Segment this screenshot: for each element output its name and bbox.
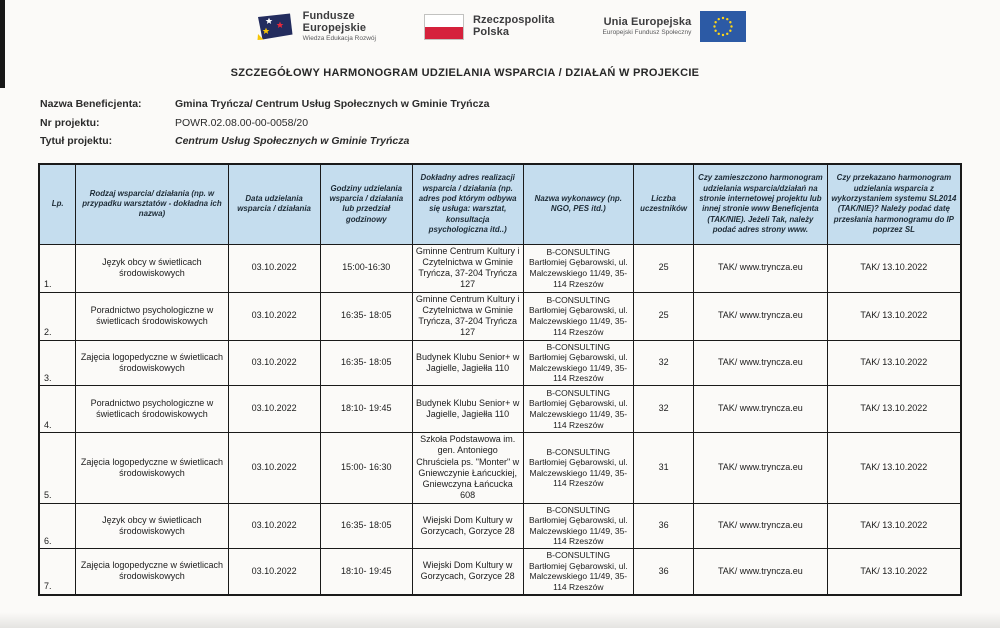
eu-text [602, 17, 691, 37]
table-cell: Zajęcia logopedyczne w świetlicach środowiskowych [76, 433, 228, 504]
table-cell: 03.10.2022 [228, 503, 320, 549]
table-cell: 16:35- 18:05 [320, 340, 412, 386]
eu-title: Unia Europejska [603, 15, 692, 28]
meta-row-project-title [40, 135, 490, 147]
table-row [39, 340, 961, 386]
table-cell: Budynek Klubu Senior+ w Jagielle, Jagiełła 110 [412, 340, 523, 386]
scan-bottom-shadow [0, 612, 1000, 628]
table-cell: TAK/ 13.10.2022 [827, 340, 961, 386]
table-cell: Szkoła Podstawowa im. gen. Antoniego Chruściela ps. "Monter" w Gniewczynie Łańcuckiej, Gniewczyna Łańcucka 608 [412, 433, 523, 504]
fundusze-europejskie-flag-icon [254, 12, 294, 41]
table-cell: 6. [39, 503, 76, 549]
table-cell: Zajęcia logopedyczne w świetlicach środowiskowych [76, 340, 228, 386]
table-cell: TAK/ 13.10.2022 [827, 386, 961, 433]
poland-flag-icon [424, 14, 464, 40]
table-cell: 03.10.2022 [228, 340, 320, 386]
table-cell: 15:00- 16:30 [320, 433, 412, 504]
table-cell: Język obcy w świetlicach środowiskowych [76, 244, 228, 292]
table-cell: Język obcy w świetlicach środowiskowych [76, 503, 228, 549]
table-cell: Wiejski Dom Kultury w Gorzycach, Gorzyce 28 [412, 503, 523, 549]
logo-row [0, 11, 1000, 43]
table-cell: TAK/ 13.10.2022 [827, 549, 961, 595]
table-cell: TAK/ 13.10.2022 [827, 292, 961, 340]
table-cell: 03.10.2022 [228, 244, 320, 292]
table-cell: Poradnictwo psychologiczne w świetlicach środowiskowych [76, 292, 228, 340]
table-cell: 4. [39, 386, 76, 433]
table-cell: 15:00-16:30 [320, 244, 412, 292]
column-header: Liczba uczestników [634, 164, 694, 244]
table-cell: 18:10- 19:45 [320, 549, 412, 595]
table-cell: B-CONSULTING Bartłomiej Gębarowski, ul. Malczewskiego 11/49, 35-114 Rzeszów [523, 386, 634, 433]
column-header: Rodzaj wsparcia/ działania (np. w przypadku warsztatów - dokładna ich nazwa) [76, 164, 228, 244]
project-title-label: Tytuł projektu: [40, 135, 113, 147]
fe-title-line2: Europejskie [302, 21, 367, 34]
column-header: Lp. [39, 164, 76, 244]
column-header: Dokładny adres realizacji wsparcia / działania (np. adres pod którym odbywa się usługa: warsztat, konsultacja psychologiczna itd..) [412, 164, 523, 244]
column-header: Godziny udzielania wsparcia / działania lub przedział godzinowy [320, 164, 412, 244]
table-row [39, 386, 961, 433]
table-cell: Zajęcia logopedyczne w świetlicach środowiskowych [76, 549, 228, 595]
table-cell: 31 [634, 433, 694, 504]
table-cell: Gminne Centrum Kultury i Czytelnictwa w Gminie Tryńcza, 37-204 Tryńcza 127 [412, 244, 523, 292]
logo-fundusze-europejskie [254, 11, 376, 43]
table-cell: 03.10.2022 [228, 433, 320, 504]
table-cell: 36 [634, 549, 694, 595]
table-row [39, 292, 961, 340]
project-number-label: Nr projektu: [40, 116, 100, 129]
document-title: SZCZEGÓŁOWY HARMONOGRAM UDZIELANIA WSPARCIA / DZIAŁAŃ W PROJEKCIE [230, 67, 700, 79]
fundusze-europejskie-text [303, 11, 376, 43]
table-cell: B-CONSULTING Bartłomiej Gębarowski, ul. Malczewskiego 11/49, 35-114 Rzeszów [523, 292, 634, 340]
table-header-row [39, 164, 961, 244]
project-title-value: Centrum Usług Społecznych w Gminie Tryńcza [175, 135, 410, 147]
column-header: Czy przekazano harmonogram udzielania wsparcia z wykorzystaniem systemu SL2014 (TAK/NIE)? Należy podać datę przesłania harmonogramu do IP poprzez SL [827, 164, 961, 244]
table-cell: 7. [39, 549, 76, 595]
schedule-table [38, 163, 962, 596]
table-cell: B-CONSULTING Bartłomiej Gębarowski, ul. Malczewskiego 11/49, 35-114 Rzeszów [523, 340, 634, 386]
table-cell: 03.10.2022 [228, 549, 320, 595]
table-cell: B-CONSULTING Bartłomiej Gębarowski, ul. Malczewskiego 11/49, 35-114 Rzeszów [523, 503, 634, 549]
table-cell: 32 [634, 340, 694, 386]
table-cell: 03.10.2022 [228, 386, 320, 433]
table-cell: TAK/ 13.10.2022 [827, 433, 961, 504]
column-header: Data udzielania wsparcia / działania [228, 164, 320, 244]
table-cell: TAK/ www.tryncza.eu [694, 244, 828, 292]
table-cell: 25 [634, 292, 694, 340]
table-cell: 5. [39, 433, 76, 504]
meta-row-project-number [40, 117, 490, 129]
table-row [39, 549, 961, 595]
table-cell: TAK/ www.tryncza.eu [694, 433, 828, 504]
table-cell: TAK/ www.tryncza.eu [694, 503, 828, 549]
fe-title-line1: Fundusze [302, 10, 355, 22]
poland-text [473, 15, 554, 38]
table-cell: 18:10- 19:45 [320, 386, 412, 433]
fe-subtitle: Wiedza Edukacja Rozwój [302, 35, 376, 43]
table-cell: TAK/ www.tryncza.eu [694, 340, 828, 386]
table-cell: 25 [634, 244, 694, 292]
logo-unia-europejska [602, 11, 746, 42]
table-body [39, 244, 961, 595]
table-cell: TAK/ 13.10.2022 [827, 503, 961, 549]
table-cell: B-CONSULTING Bartłomiej Gębarowski, ul. Malczewskiego 11/49, 35-114 Rzeszów [523, 549, 634, 595]
pl-title-line2: Polska [472, 25, 510, 38]
table-cell: 2. [39, 292, 76, 340]
beneficiary-value: Gmina Tryńcza/ Centrum Usług Społecznych w Gminie Tryńcza [175, 98, 490, 110]
table-row [39, 503, 961, 549]
logo-rzeczpospolita-polska [424, 14, 554, 40]
eu-flag-icon [700, 11, 746, 42]
table-cell: Budynek Klubu Senior+ w Jagielle, Jagiełła 110 [412, 386, 523, 433]
table-cell: B-CONSULTING Bartłomiej Gębarowski, ul. Malczewskiego 11/49, 35-114 Rzeszów [523, 244, 634, 292]
table-row [39, 244, 961, 292]
table-cell: Gminne Centrum Kultury i Czytelnictwa w Gminie Tryńcza, 37-204 Tryńcza 127 [412, 292, 523, 340]
project-meta-block [40, 98, 490, 154]
table-cell: TAK/ www.tryncza.eu [694, 292, 828, 340]
pl-title-line1: Rzeczpospolita [472, 14, 555, 27]
table-cell: Poradnictwo psychologiczne w świetlicach środowiskowych [76, 386, 228, 433]
table-cell: TAK/ www.tryncza.eu [694, 386, 828, 433]
table-cell: 1. [39, 244, 76, 292]
beneficiary-label: Nazwa Beneficjenta: [40, 98, 142, 110]
table-cell: TAK/ 13.10.2022 [827, 244, 961, 292]
meta-row-beneficiary [40, 98, 490, 110]
table-cell: 32 [634, 386, 694, 433]
table-row [39, 433, 961, 504]
table-cell: 16:35- 18:05 [320, 292, 412, 340]
project-number-value: POWR.02.08.00-00-0058/20 [175, 116, 309, 129]
table-cell: 03.10.2022 [228, 292, 320, 340]
table-cell: 36 [634, 503, 694, 549]
table-cell: 3. [39, 340, 76, 386]
column-header: Czy zamieszczono harmonogram udzielania wsparcia/działań na stronie internetowej projektu lub innej stronie www Beneficjenta (TAK/NIE). Jeżeli Tak, należy podać adres strony www. [694, 164, 828, 244]
column-header: Nazwa wykonawcy (np. NGO, PES itd.) [523, 164, 634, 244]
table-cell: 16:35- 18:05 [320, 503, 412, 549]
table-cell: Wiejski Dom Kultury w Gorzycach, Gorzyce 28 [412, 549, 523, 595]
table-cell: TAK/ www.tryncza.eu [694, 549, 828, 595]
eu-subtitle: Europejski Fundusz Społeczny [602, 29, 692, 37]
table-cell: B-CONSULTING Bartłomiej Gębarowski, ul. Malczewskiego 11/49, 35-114 Rzeszów [523, 433, 634, 504]
